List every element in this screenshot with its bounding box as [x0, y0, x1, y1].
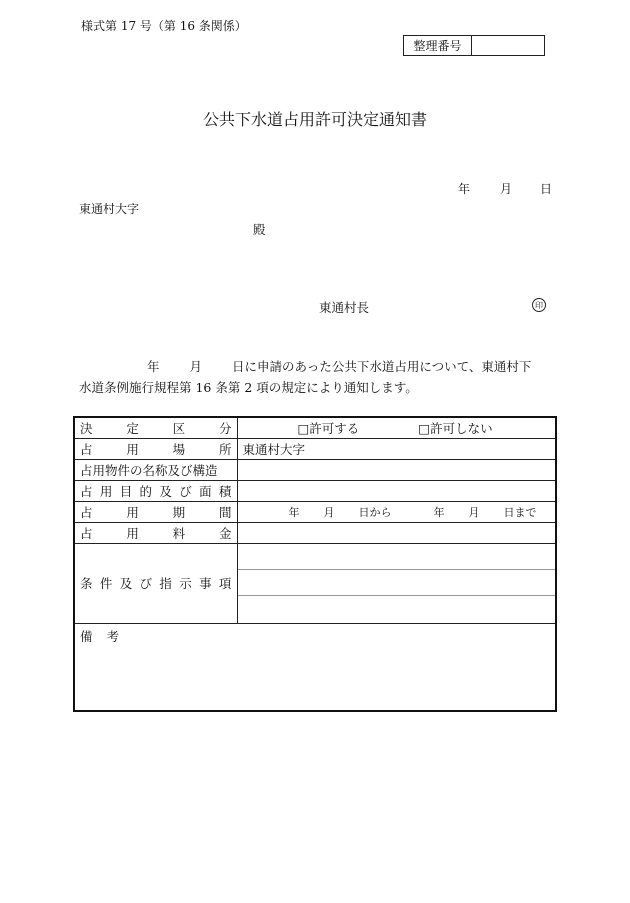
form-number: 様式第 17 号（第 16 条関係）: [81, 19, 247, 33]
fee-label: 占 用 料 金: [74, 522, 237, 543]
decision-options: [237, 417, 556, 438]
table-row-object: [74, 459, 556, 480]
deny-checkbox[interactable]: □許可しない: [418, 420, 493, 436]
conditions-line: [238, 544, 556, 570]
honorific: 殿: [253, 222, 266, 237]
date-month-label: 月: [500, 182, 513, 196]
conditions-line: [238, 570, 556, 596]
table-row-decision: [74, 417, 556, 438]
permit-checkbox[interactable]: □許可する: [297, 420, 360, 436]
remarks-cell[interactable]: [74, 623, 556, 711]
date-day-label: 日: [540, 182, 553, 196]
table-row-purpose: [74, 480, 556, 501]
notice-body-line1: [79, 356, 557, 377]
seiri-number-box: [403, 35, 545, 56]
document-title: 公共下水道占用許可決定通知書: [202, 110, 427, 129]
issuer-name: 東通村長: [319, 300, 370, 315]
location-label: 占 用 場 所: [74, 438, 237, 459]
remarks-label: 備 考: [80, 628, 120, 644]
purpose-label: 占 用 目 的 及 び 面 積: [74, 480, 237, 501]
purpose-value[interactable]: [237, 480, 556, 501]
details-table: [73, 416, 557, 712]
object-value[interactable]: [237, 459, 556, 480]
notice-body-text1: 日に申請のあった公共下水道占用について、東通村下: [232, 359, 532, 374]
period-value[interactable]: 年 月 日から 年 月 日まで: [237, 501, 556, 522]
table-row-remarks: [74, 623, 556, 711]
seiri-number-label: 整理番号: [404, 36, 472, 55]
table-row-period: [74, 501, 556, 522]
conditions-value[interactable]: [237, 543, 556, 623]
conditions-label: 条 件 及 び 指 示 事 項: [74, 543, 237, 623]
notice-body-month: 月: [189, 359, 203, 374]
notice-body-year: 年: [147, 359, 160, 374]
notice-body: [79, 356, 557, 398]
table-row-location: [74, 438, 556, 459]
conditions-line: [238, 596, 556, 623]
fee-value[interactable]: [237, 522, 556, 543]
decision-label: 決 定 区 分: [74, 417, 237, 438]
period-label: 占 用 期 間: [74, 501, 237, 522]
notice-body-line2: 水道条例施行規程第 16 条第 2 項の規定により通知します。: [79, 380, 418, 395]
seal-mark: 印: [532, 298, 546, 312]
table-row-conditions: [74, 543, 556, 623]
recipient-address: 東通村大字: [79, 202, 140, 216]
object-label: 占用物件の名称及び構造: [74, 459, 237, 480]
date-year-label: 年: [458, 182, 471, 196]
seiri-number-field[interactable]: [472, 36, 544, 55]
table-row-fee: [74, 522, 556, 543]
location-value[interactable]: 東通村大字: [237, 438, 556, 459]
